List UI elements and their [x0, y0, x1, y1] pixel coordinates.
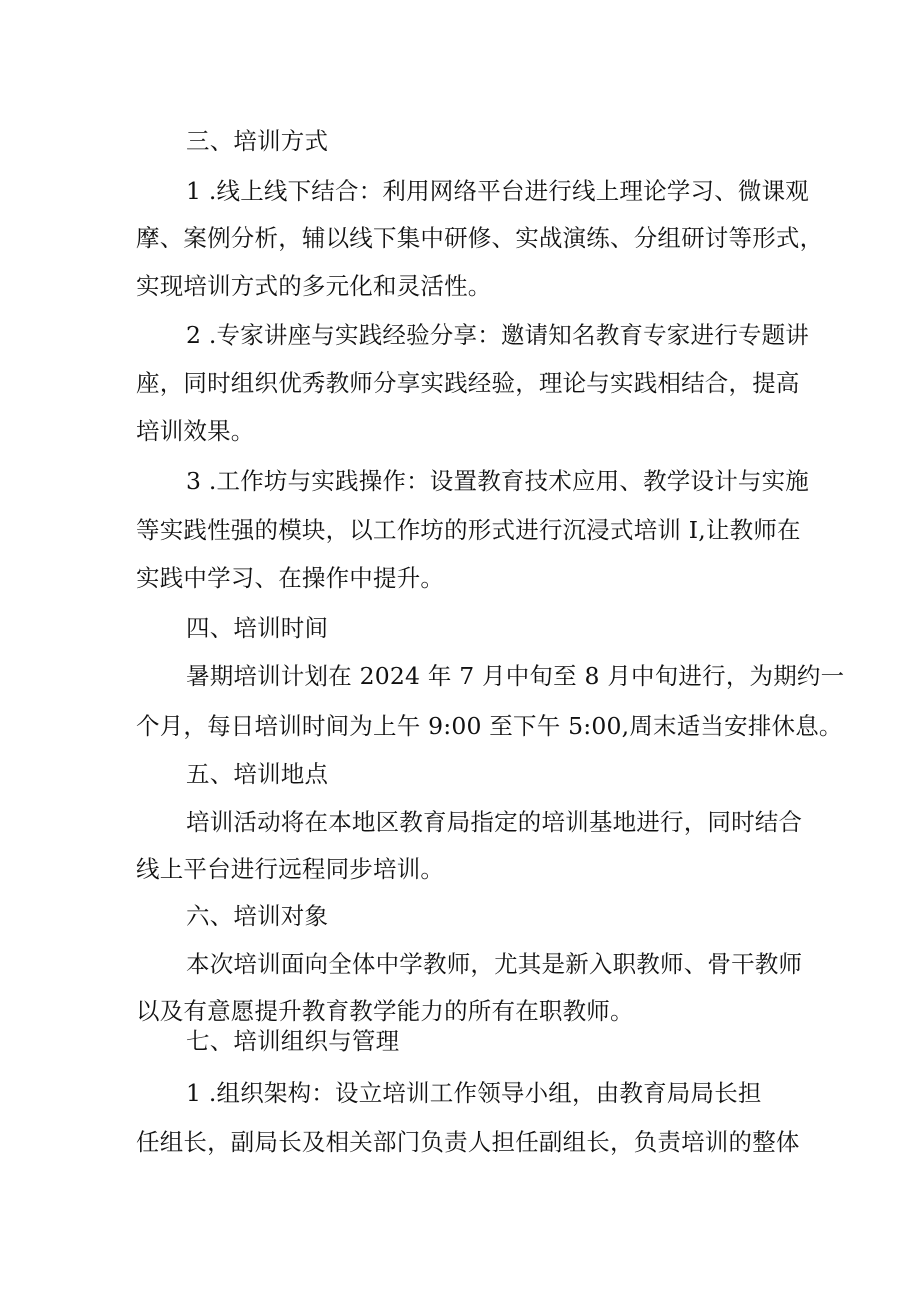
section-heading-organization-management: 七、培训组织与管理	[186, 1027, 400, 1055]
paragraph-line: 本次培训面向全体中学教师，尤其是新入职教师、骨干教师	[186, 950, 803, 978]
paragraph-line: 2 .专家讲座与实践经验分享：邀请知名教育专家进行专题讲	[186, 321, 809, 349]
section-heading-training-location: 五、培训地点	[186, 760, 329, 788]
paragraph-line: 培训活动将在本地区教育局指定的培训基地进行，同时结合	[186, 808, 803, 836]
paragraph-line: 摩、案例分析，辅以线下集中研修、实战演练、分组研讨等形式，	[136, 224, 824, 252]
paragraph-line: 等实践性强的模块，以工作坊的形式进行沉浸式培训 I,让教师在	[136, 516, 801, 544]
paragraph-line: 3 .工作坊与实践操作：设置教育技术应用、教学设计与实施	[186, 467, 809, 495]
section-heading-training-audience: 六、培训对象	[186, 902, 329, 930]
paragraph-line: 线上平台进行远程同步培训。	[136, 855, 445, 883]
paragraph-line: 实践中学习、在操作中提升。	[136, 564, 445, 592]
paragraph-line: 培训效果。	[136, 417, 255, 445]
paragraph-line: 实现培训方式的多元化和灵活性。	[136, 272, 492, 300]
paragraph-line: 个月，每日培训时间为上午 9:00 至下午 5:00,周末适当安排休息。	[136, 712, 843, 740]
section-heading-training-method: 三、培训方式	[186, 127, 329, 155]
paragraph-line: 1 .线上线下结合：利用网络平台进行线上理论学习、微课观	[186, 177, 809, 205]
paragraph-line: 以及有意愿提升教育教学能力的所有在职教师。	[136, 997, 634, 1025]
paragraph-line: 座，同时组织优秀教师分享实践经验，理论与实践相结合，提高	[136, 369, 800, 397]
section-heading-training-time: 四、培训时间	[186, 614, 329, 642]
paragraph-line: 暑期培训计划在 2024 年 7 月中旬至 8 月中旬进行，为期约一	[186, 662, 845, 690]
paragraph-line: 1 .组织架构：设立培训工作领导小组，由教育局局长担	[186, 1079, 762, 1107]
paragraph-line: 任组长，副局长及相关部门负责人担任副组长，负责培训的整体	[136, 1128, 800, 1156]
